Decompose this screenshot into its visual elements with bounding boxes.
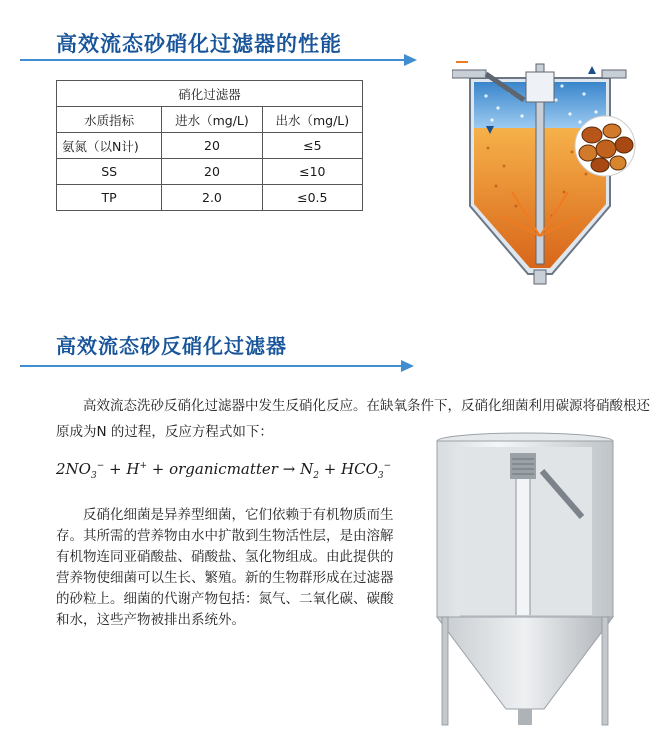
table-caption: 硝化过滤器 (57, 81, 363, 107)
section-title-nitrification: 高效流态砂硝化过滤器的性能 (56, 32, 342, 56)
table-header: 出水（mg/L) (262, 107, 362, 133)
table-header: 进水（mg/L) (162, 107, 262, 133)
table-header: 水质指标 (57, 107, 162, 133)
table-row (57, 133, 363, 159)
table-row (57, 159, 363, 185)
performance-table (56, 80, 363, 211)
table-cell: ≤0.5 (262, 185, 362, 211)
table-cell: 20 (162, 159, 262, 185)
table-header-row (57, 107, 363, 133)
table-row (57, 185, 363, 211)
arrow-icon (404, 54, 417, 66)
table-cell: ≤5 (262, 133, 362, 159)
bacteria-paragraph: 反硝化细菌是异养型细菌，它们依赖于有机物质而生存。其所需的营养物由水中扩散到生物活性层，是由溶解有机物连同亚硝酸盐、硝酸盐、氢化物组成。由此提供的营养物使细菌可以生长、繁殖。新的生物群形成在过滤器的砂粒上。细菌的代谢产物包括：氮气、二氧化碳、碳酸和水，这些产物被排出系统外。 (56, 507, 394, 628)
intro-paragraph: 高效流态洗砂反硝化过滤器中发生反硝化反应。在缺氧条件下，反硝化细菌利用碳源将硝酸根还原成为N 的过程，反应方程式如下： (56, 398, 650, 440)
table-cell: 20 (162, 133, 262, 159)
reaction-equation: $2NO_3^- + H^+$ + organicmatter → $N_2 + HCO_3^-$ (56, 460, 392, 481)
title-underline (20, 59, 408, 61)
table-cell: SS (57, 159, 162, 185)
arrow-icon (401, 360, 414, 372)
section-title-denitrification: 高效流态砂反硝化过滤器 (56, 334, 287, 358)
table-cell: 氨氮（以N计) (57, 133, 162, 159)
table-cell: TP (57, 185, 162, 211)
table-caption-row (57, 81, 363, 107)
table-cell: 2.0 (162, 185, 262, 211)
filter-tank-photo (432, 427, 618, 727)
table-cell: ≤10 (262, 159, 362, 185)
sand-grains-inset (572, 115, 638, 177)
title-underline (20, 365, 405, 367)
